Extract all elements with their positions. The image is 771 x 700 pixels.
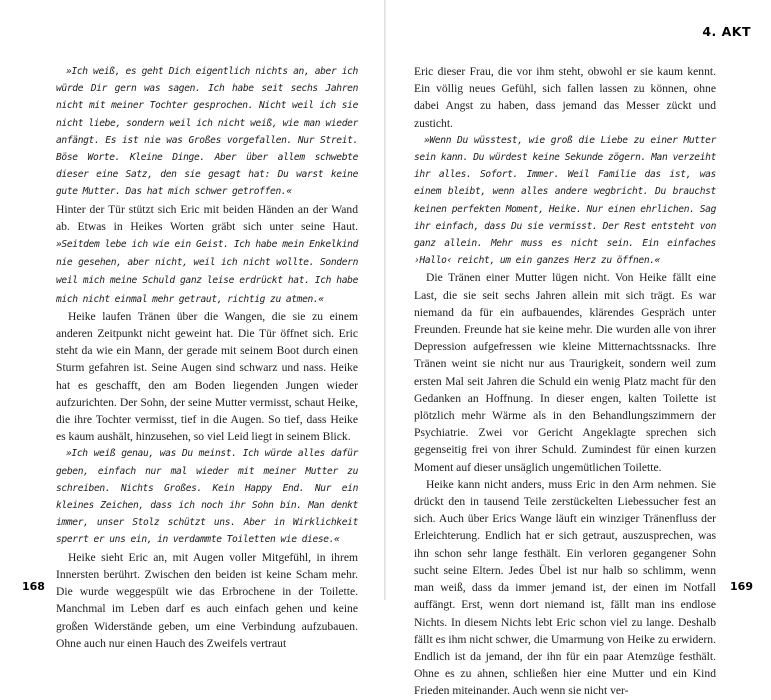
paragraph: Eric dieser Frau, die vor ihm steht, obwohl er sie kaum kennt. Ein völlig neues Gefühl, sich fallen lassen zu können, ohne dabei Angst zu haben, dass jemand das Messer zückt und zusticht. bbox=[414, 65, 716, 130]
right-page-body bbox=[414, 63, 716, 700]
left-page-body bbox=[56, 63, 358, 652]
paragraph: »Ich weiß genau, was Du meinst. Ich würde alles dafür geben, einfach nur mal wieder mit meiner Mutter zu schreiben. Nichts Großes. Kein Happy End. Nur ein kleines Zeichen, dass ich noch ihr Sohn bin. Man denkt immer, unser Stolz schützt uns. Aber in Wirklichkeit sperrt er uns ein, in verdammte Toiletten wie diese.« bbox=[56, 448, 358, 546]
page-number: 169 bbox=[730, 580, 753, 593]
paragraph: Heike sieht Eric an, mit Augen voller Mitgefühl, in ihrem Innersten berührt. Zwischen den beiden ist keine Scham mehr. Die wurde weggespült wie das Erbrochene in der Toilette. Manchmal im Leben darf es auch einfach gehen und keine großen Widerstände geben, um eine Verbindung aufzubauen. Ohne auch nur einen Hauch des Zweifels vertraut bbox=[56, 550, 358, 650]
inline-quote: »Seitdem lebe ich wie ein Geist. Ich habe mein Enkelkind nie gesehen, aber nicht, weil ich nicht wollte. Sondern weil mich meine Schuld ganz leise erdrückt hat. Ich habe mich nicht einmal mehr getraut, richtig zu atmen.« bbox=[56, 239, 358, 305]
paragraph-text: Hinter der Tür stützt sich Eric mit beiden Händen an der Wand ab. Etwas in Heikes Worten gräbt sich unter seine Haut. bbox=[56, 202, 358, 233]
paragraph: »Ich weiß, es geht Dich eigentlich nichts an, aber ich würde Dir gern was sagen. Ich habe seit sechs Jahren nicht mit meiner Tochter gesprochen. Nicht weil ich sie nicht liebe, sondern weil ich nicht weiß, wie man wieder anfängt. Es ist nie was Großes vorgefallen. Nur Streit. Böse Worte. Kleine Dinge. Aber über allem schwebte dieser eine Satz, den sie gesagt hat: Du warst keine gute Mutter. Das hat mich schwer getroffen.« bbox=[56, 66, 358, 198]
paragraph: Die Tränen einer Mutter lügen nicht. Von Heike fällt eine Last, die sie seit sechs Jahren allein mit sich trägt. Es war niemand da für ein aufbauendes, klärendes Gespräch unter Freunden. Freunde hat sie keine mehr. Die wurden alle von ihrer Depression aufgefressen wie kleine Mitternachtssnacks. Ihre Tränen weint sie nicht nur aus Traurigkeit, sondern weil zum ersten Mal seit Jahren die Schuld ein wenig Platz macht für den Gedanken an Hoffnung. In dieser engen, kalten Toilette ist plötzlich mehr Wärme als in den Behandlungszimmern der Psychiatrie. Zwei vor Gericht Angeklagte sprechen sich gegenseitig frei von ihrer Schuld. Zumindest für einen kurzen Moment auf dieser unsäglich ungemütlichen Toilette. bbox=[414, 271, 716, 474]
paragraph: Heike kann nicht anders, muss Eric in den Arm nehmen. Sie drückt den in tausend Teile zerstückelten Liebessucher fest an sich. Auch über Erics Wange läuft ein winziger Tränenfluss der Erleichterung. Endlich hat er sich getraut, auszusprechen, was ihn schon sehr lange festhält. Ein verloren gegangener Sohn sucht seine Eltern. Jedes Übel ist nur halb so schlimm, wenn man weiß, dass da immer jemand ist, der einen im Notfall auffängt. Erst, wenn dort niemand ist, fällt man ins endlose Nichts. In diesem Nichts lebt Eric schon viel zu lange. Deshalb fällt es ihm nicht schwer, die Umarmung von Heike zu erwidern. Endlich ist da jemand, der ihn für ein paar Atemzüge festhält. Ohne es zu ahnen, schließen hier eine Mutter und ein Kind Frieden miteinander. Auch wenn sie nicht ver- bbox=[414, 477, 716, 698]
right-page bbox=[386, 0, 771, 698]
left-page bbox=[0, 0, 384, 650]
paragraph: »Wenn Du wüsstest, wie groß die Liebe zu einer Mutter sein kann. Du würdest keine Sekunde zögern. Man verzeiht ihr alles. Sofort. Immer. Weil Familie das ist, was einem bleibt, wenn alles andere wegbricht. Du brauchst keinen perfekten Moment, Heike. Nur einen ehrlichen. Sag ihr einfach, dass Du sie vermisst. Der Rest entsteht von ganz allein. Mehr muss es nicht sein. Ein einfaches ›Hallo‹ reicht, um ein ganzes Herz zu öffnen.« bbox=[414, 134, 716, 267]
page-number: 168 bbox=[22, 580, 45, 593]
paragraph bbox=[56, 201, 358, 308]
running-header: 4. AKT bbox=[702, 24, 751, 39]
paragraph: Heike laufen Tränen über die Wangen, die sie zu einem anderen Zeitpunkt nicht geweint hat. Die Tür öffnet sich. Eric steht da wie ein Mann, der gerade mit seinem Boot durch einen Sturm gefahren ist. Seine Augen sind schwarz und nass. Heike hat es geschafft, den am Boden liegenden Jungen wieder aufzurichten. Der Sohn, der seine Mutter vermisst, schaut Heike, die ihre Tochter vermisst, tief in die Augen. So tief, dass Heike es kaum aushält, hinzusehen, so viel Leid liegt in seinem Blick. bbox=[56, 309, 358, 444]
